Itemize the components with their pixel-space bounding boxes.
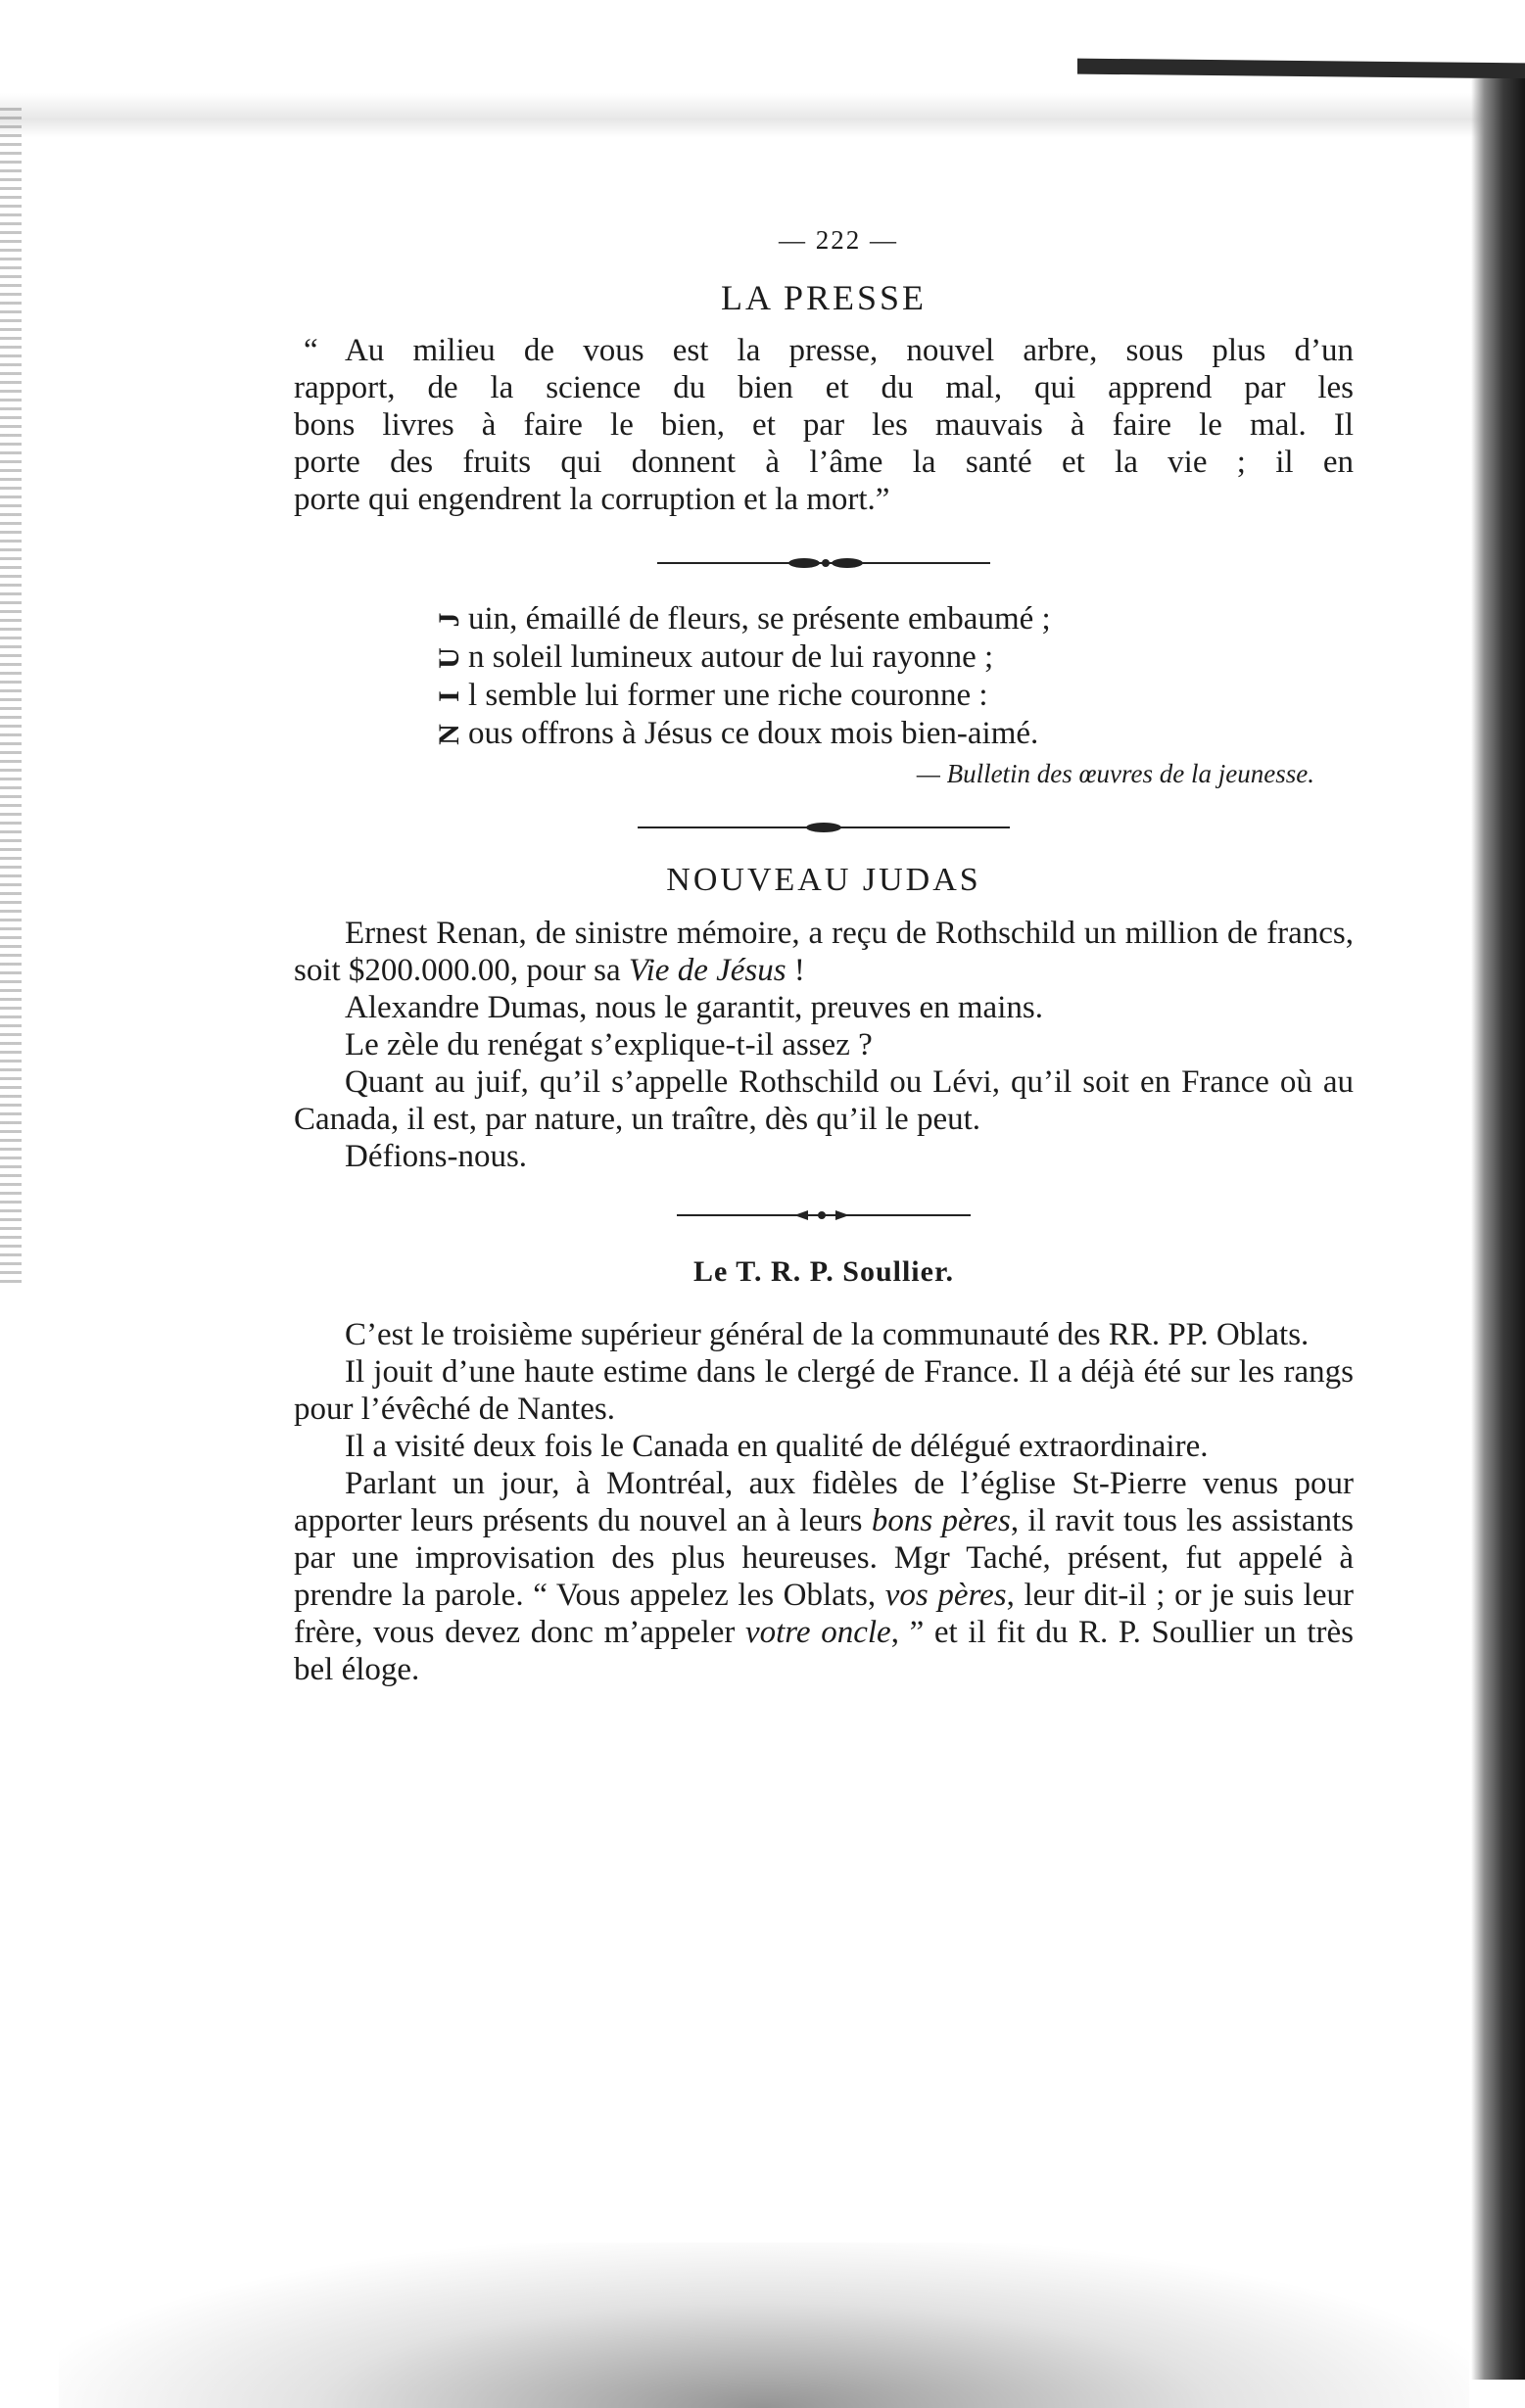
paragraph bbox=[294, 915, 1354, 989]
poem-line: n soleil lumineux autour de lui rayonne ; bbox=[468, 639, 994, 675]
section-title-presse: LA PRESSE bbox=[720, 278, 928, 317]
scan-shadow-bottom bbox=[59, 2243, 1469, 2408]
poem-row bbox=[431, 677, 1354, 715]
paragraph: Alexandre Dumas, nous le garantit, preuves en mains. bbox=[345, 990, 1043, 1025]
paragraph: Il a visité deux fois le Canada en qualité de délégué extraordinaire. bbox=[345, 1429, 1209, 1464]
scan-edge-top bbox=[1077, 59, 1525, 79]
acrostic-letter: J bbox=[433, 612, 465, 628]
emphasis: votre oncle bbox=[744, 1615, 891, 1650]
text-run: , leur dit-il ; or je suis leur frère, vous devez donc m’appeler bbox=[294, 1578, 1354, 1650]
poem-row bbox=[431, 600, 1354, 638]
paragraph: Défions-nous. bbox=[345, 1139, 528, 1174]
scan-edge-left bbox=[0, 108, 22, 1283]
poem-row bbox=[431, 715, 1354, 753]
paragraph bbox=[294, 1465, 1354, 1688]
emphasis: bons pères bbox=[871, 1503, 1011, 1538]
paragraph: C’est le troisième supérieur général de la communauté des RR. PP. Oblats. bbox=[345, 1317, 1310, 1352]
ornament-divider bbox=[638, 821, 1010, 834]
quote-line: porte des fruits qui donnent à l’âme la santé et la vie ; il en bbox=[294, 445, 1354, 480]
paragraph: Quant au juif, qu’il s’appelle Rothschild ou Lévi, qu’il soit en France où au Canada, il est, par nature, un traître, dès qu’il le peut. bbox=[294, 1064, 1354, 1137]
text-run: Parlant un jour, à Montréal, aux fidèles de l’église St-Pierre venus pour apporter leurs présents du nouvel an à leurs bbox=[294, 1466, 1354, 1538]
scan-edge-right bbox=[1471, 78, 1525, 2380]
book-title: Vie de Jésus bbox=[628, 953, 786, 988]
scan-shadow-top bbox=[0, 93, 1525, 137]
page-number: — 222 — bbox=[779, 225, 898, 255]
juin-poem bbox=[431, 600, 1354, 753]
judas-text bbox=[294, 915, 1354, 1175]
acrostic-letter: U bbox=[433, 647, 465, 669]
quote-line: porte qui engendrent la corruption et la mort.” bbox=[294, 482, 890, 517]
soullier-text bbox=[294, 1316, 1354, 1688]
ornament-divider bbox=[657, 555, 990, 571]
text-run: Ernest Renan, de sinistre mémoire, a reçu de Rothschild un million de francs, soit $200.000.00, pour sa bbox=[294, 916, 1354, 988]
quote-line: “ Au milieu de vous est la presse, nouvel arbre, sous plus d’un bbox=[304, 333, 1354, 368]
poem-row bbox=[431, 638, 1354, 677]
text-run: , ” et il fit du R. P. Soullier un très bel éloge. bbox=[294, 1615, 1354, 1687]
section-title-soullier: Le T. R. P. Soullier. bbox=[692, 1255, 955, 1288]
section-title-judas: NOUVEAU JUDAS bbox=[666, 862, 981, 898]
acrostic-letter: N bbox=[433, 724, 465, 745]
text-run: ! bbox=[786, 953, 805, 988]
ornament-divider bbox=[677, 1208, 971, 1222]
paragraph: Le zèle du renégat s’explique-t-il assez ? bbox=[345, 1027, 873, 1062]
paragraph: Il jouit d’une haute estime dans le clergé de France. Il a déjà été sur les rangs pour l’évêché de Nantes. bbox=[294, 1354, 1354, 1427]
poem-line: uin, émaillé de fleurs, se présente embaumé ; bbox=[468, 601, 1051, 637]
quote-line: rapport, de la science du bien et du mal, qui apprend par les bbox=[294, 370, 1354, 405]
acrostic-letter: I bbox=[433, 690, 465, 702]
quote-line: bons livres à faire le bien, et par les mauvais à faire le mal. Il bbox=[294, 407, 1354, 443]
presse-quote bbox=[294, 332, 1354, 518]
poem-line: ous offrons à Jésus ce doux mois bien-aimé. bbox=[468, 716, 1039, 751]
poem-line: l semble lui former une riche couronne : bbox=[468, 678, 988, 713]
page-content bbox=[294, 225, 1354, 1688]
emphasis: vos pères bbox=[884, 1578, 1007, 1613]
text-run: , il ravit tous les assistants par une improvisation des plus heureuses. Mgr Taché, présent, fut appelé à prendre la parole. “ Vous appelez les Oblats, bbox=[294, 1503, 1354, 1613]
poem-attribution: — Bulletin des œuvres de la jeunesse. bbox=[916, 759, 1314, 788]
